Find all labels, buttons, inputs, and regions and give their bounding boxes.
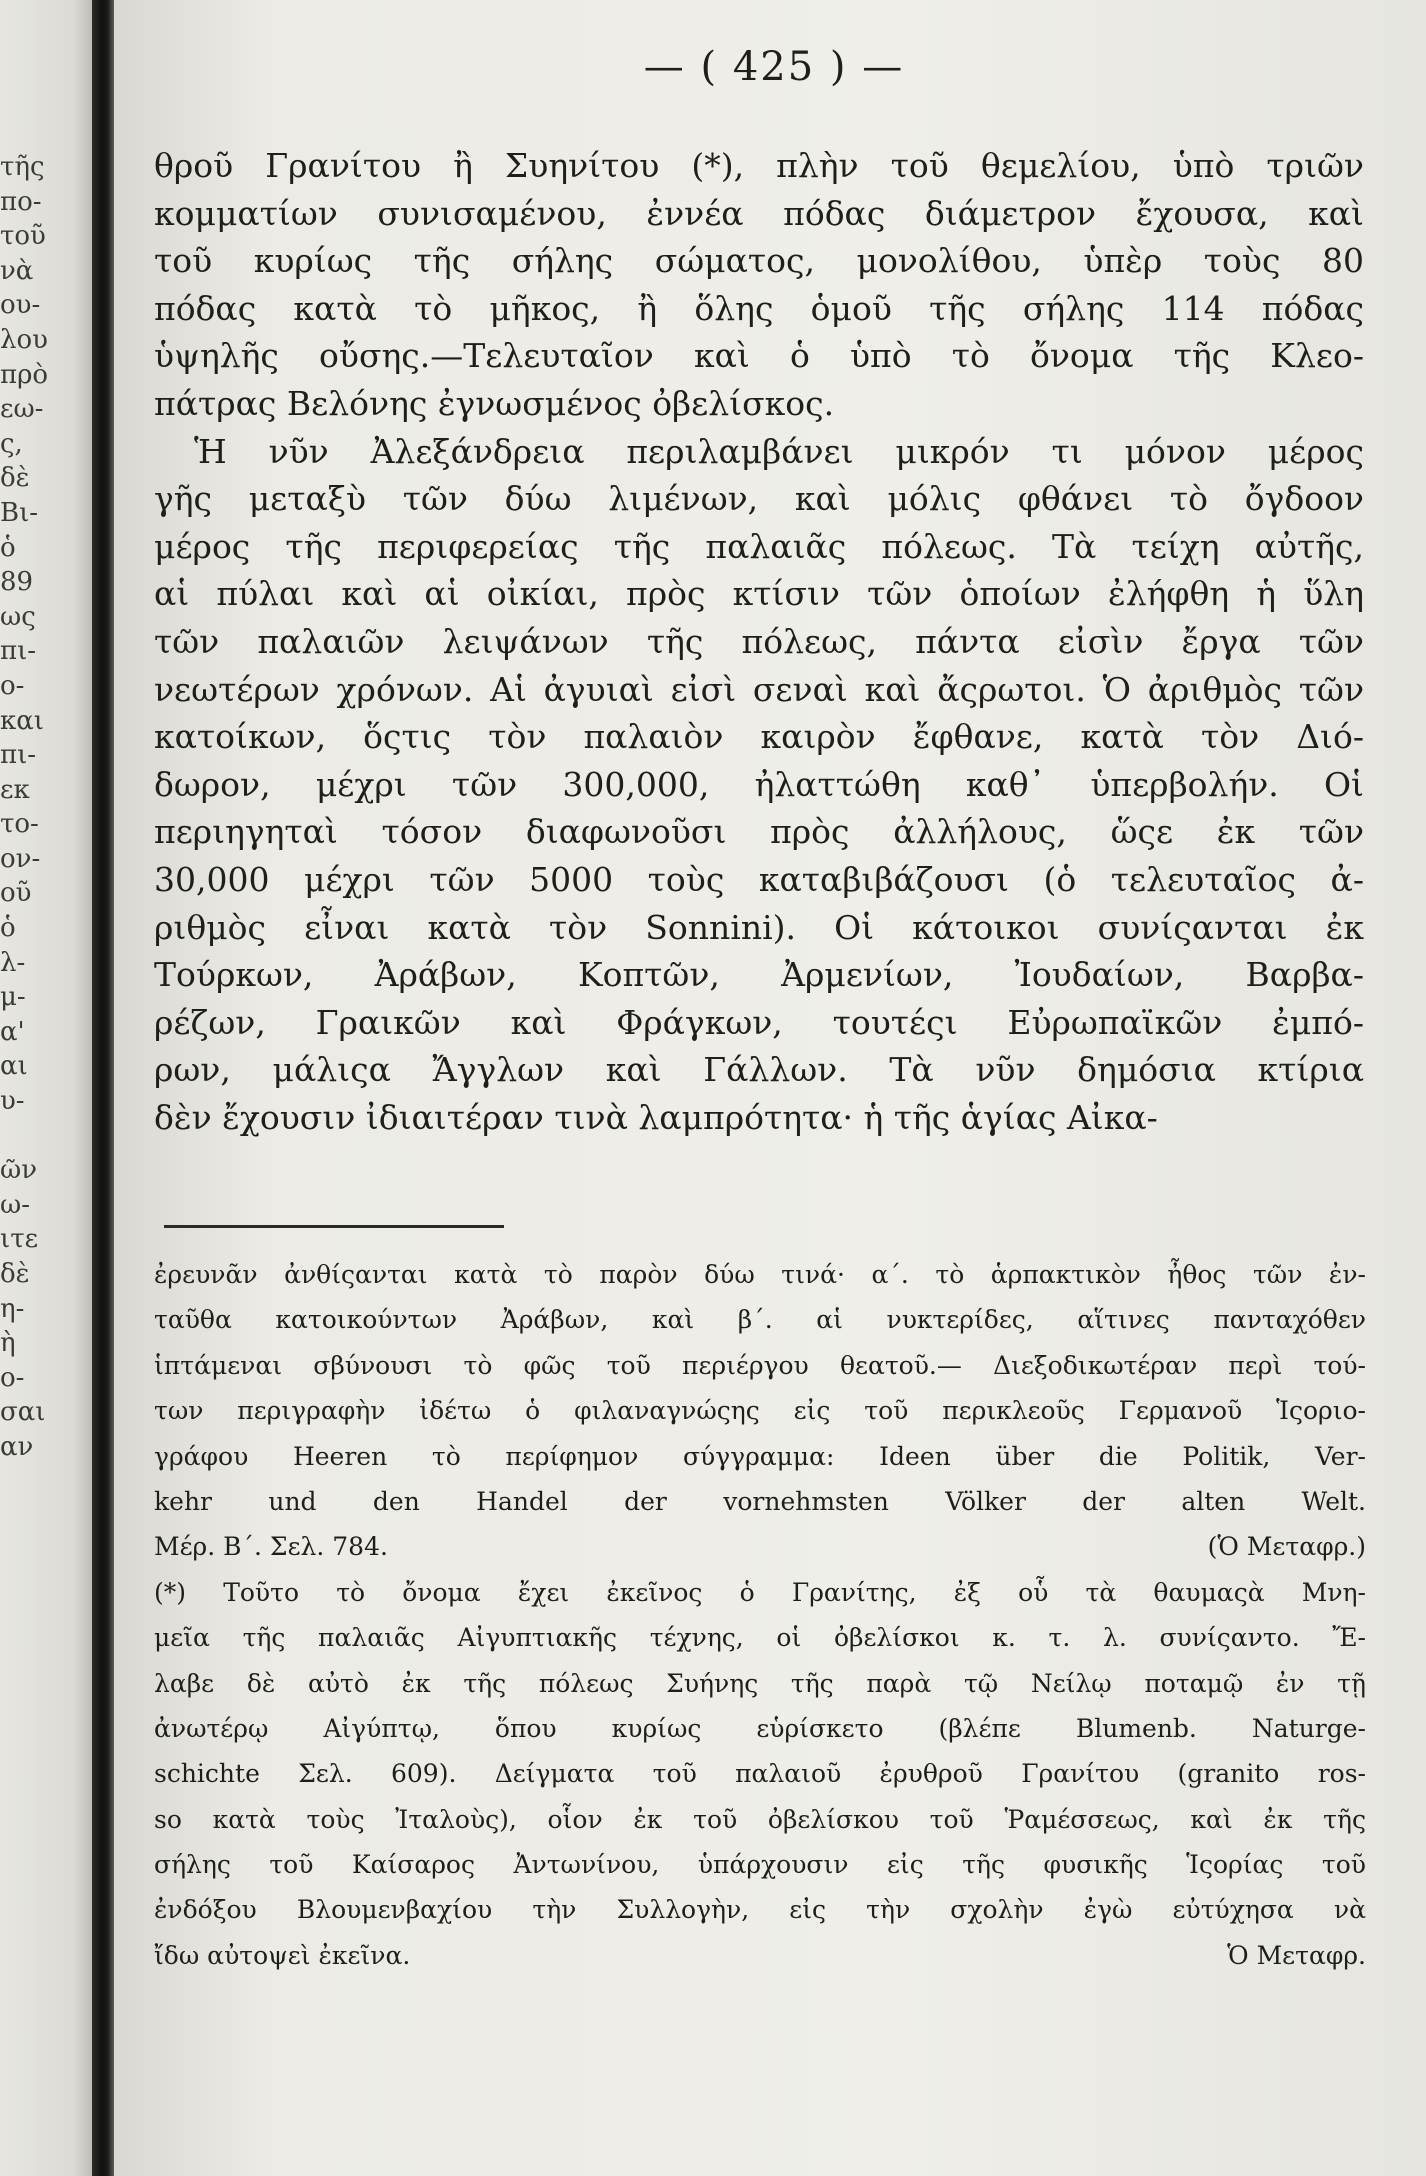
- text-line: ριθμὸς εἶναι κατὰ τὸν Sonnini). Οἱ κάτοικοι συνίςανται ἐκ: [154, 907, 1364, 947]
- text-line: κατοίκων, ὅςτις τὸν παλαιὸν καιρὸν ἔφθανε, κατὰ τὸν Διό-: [154, 717, 1364, 757]
- text-line: πόδας κατὰ τὸ μῆκος, ἢ ὅλης ὁμοῦ τῆς σήλης 114 πόδας: [154, 288, 1364, 328]
- text-line: τῶν παλαιῶν λειψάνων τῆς πόλεως, πάντα εἰσὶν ἔργα τῶν: [154, 621, 1364, 661]
- facing-page-fragment: 89: [0, 567, 34, 598]
- facing-page-fragment: λ-: [0, 947, 26, 978]
- footnote-line: kehr und den Handel der vornehmsten Völker der alten Welt.: [154, 1486, 1366, 1516]
- facing-page-fragment: ῶν: [0, 1155, 38, 1186]
- text-line: μέρος τῆς περιφερείας τῆς παλαιᾶς πόλεως. Τὰ τείχη αὐτῆς,: [154, 526, 1364, 566]
- footnote-line: σήλης τοῦ Καίσαρος Ἀντωνίνου, ὑπάρχουσιν εἰς τῆς φυσικῆς Ἱςορίας τοῦ: [154, 1850, 1366, 1880]
- facing-page-fragment: νὰ: [0, 255, 34, 286]
- text-line: γῆς μεταξὺ τῶν δύω λιμένων, καὶ μόλις φθάνει τὸ ὄγδοον: [154, 479, 1364, 519]
- footnote-reference-line: [154, 1524, 1366, 1569]
- facing-page-fragment: ως: [0, 601, 36, 632]
- text-line: περιηγηταὶ τόσον διαφωνοῦσι πρὸς ἀλλήλους, ὥςε ἐκ τῶν: [154, 812, 1364, 852]
- facing-page-fragment: πρὸ: [0, 359, 49, 390]
- facing-page-fragment: αι: [0, 1051, 28, 1082]
- text-line: δὲν ἔχουσιν ἰδιαιτέραν τινὰ λαμπρότητα· ἡ τῆς ἁγίας Αἰκα-: [154, 1097, 1158, 1137]
- footnote-line: schichte Σελ. 609). Δείγματα τοῦ παλαιοῦ ἐρυθροῦ Γρανίτου (granito ros-: [154, 1759, 1366, 1789]
- facing-page-fragment: [0, 1119, 60, 1154]
- footnote-line: (*) Τοῦτο τὸ ὄνομα ἔχει ἐκεῖνος ὁ Γρανίτης, ἐξ οὗ τὰ θαυμαςὰ Μνη-: [154, 1577, 1366, 1607]
- footnote-line: γράφου Heeren τὸ περίφημον σύγγραμμα: Ideen über die Politik, Ver-: [154, 1441, 1366, 1471]
- footnote-line: ταῦθα κατοικούντων Ἀράβων, καὶ β΄. αἱ νυκτερίδες, αἵτινες πανταχόθεν: [154, 1305, 1366, 1335]
- facing-page-fragment: ὁ: [0, 532, 16, 563]
- page-number: — ( 425 ) —: [643, 44, 905, 90]
- facing-page-fragment: τοῦ: [0, 221, 46, 252]
- text-line: κομματίων συνισαμένου, ἐννέα πόδας διάμετρον ἔχουσα, καὶ: [154, 193, 1364, 233]
- text-line: δωρον, μέχρι τῶν 300,000, ἠλαττώθη καθ᾽ ὑπερβολήν. Οἱ: [154, 764, 1364, 804]
- footnote-end-line: [154, 1933, 1366, 1978]
- facing-page-fragment: σαι: [0, 1397, 46, 1428]
- facing-page-fragment: εκ: [0, 774, 30, 805]
- footnotes: [154, 1252, 1366, 1978]
- translator-signature: Ὁ Μεταφρ.: [1227, 1940, 1366, 1970]
- facing-page-fragment: πι-: [0, 740, 37, 771]
- text-line: ρέζων, Γραικῶν καὶ Φράγκων, τουτέςι Εὐρωπαϊκῶν ἐμπό-: [154, 1002, 1364, 1042]
- text-line: νεωτέρων χρόνων. Αἱ ἀγυιαὶ εἰσὶ σεναὶ καὶ ἄςρωτοι. Ὁ ἀριθμὸς τῶν: [154, 669, 1364, 709]
- text-line: 30,000 μέχρι τῶν 5000 τοὺς καταβιβάζουσι (ὁ τελευταῖος ἀ-: [154, 859, 1364, 899]
- facing-page-fragment: ο-: [0, 1362, 25, 1393]
- facing-page-fragment: ο-: [0, 670, 25, 701]
- facing-page-fragment: οῦ: [0, 878, 32, 909]
- facing-page-fragment: ω-: [0, 1189, 30, 1220]
- facing-page-margin-text: [0, 150, 60, 1465]
- book-page: [114, 0, 1426, 2176]
- footnote-line: μεῖα τῆς παλαιᾶς Αἰγυπτιακῆς τέχνης, οἱ ὀβελίσκοι κ. τ. λ. συνίςαντο. Ἔ-: [154, 1623, 1366, 1653]
- facing-page-fragment: πο-: [0, 186, 42, 217]
- facing-page-fragment: δὲ: [0, 1259, 30, 1289]
- facing-page-fragment: υ-: [0, 1086, 25, 1117]
- facing-page-fragment: ς,: [0, 428, 23, 459]
- facing-page-fragment: α': [0, 1016, 25, 1047]
- text-line: τοῦ κυρίως τῆς σήλης σώματος, μονολίθου, ὑπὲρ τοὺς 80: [154, 241, 1364, 281]
- footnote-reference: Μέρ. Β΄. Σελ. 784.: [154, 1532, 388, 1562]
- facing-page-fragment: ὴ: [0, 1328, 16, 1359]
- text-line: θροῦ Γρανίτου ἢ Συηνίτου (*), πλὴν τοῦ θεμελίου, ὑπὸ τριῶν: [154, 146, 1364, 185]
- facing-page-fragment: και: [0, 705, 45, 736]
- text-line: ρων, μάλιςα Ἄγγλων καὶ Γάλλων. Τὰ νῦν δημόσια κτίρια: [154, 1050, 1364, 1090]
- text-line: αἱ πύλαι καὶ αἱ οἰκίαι, πρὸς κτίσιν τῶν ὁποίων ἐλήφθη ἡ ὕλη: [154, 574, 1364, 614]
- facing-page-edge: [0, 0, 92, 2176]
- facing-page-fragment: τῆς: [0, 152, 45, 182]
- footnote-line: ἐνδόξου Βλουμενβαχίου τὴν Συλλογὴν, εἰς τὴν σχολὴν ἐγὼ εὐτύχησα νὰ: [154, 1895, 1366, 1925]
- footnote-separator-rule: [164, 1225, 504, 1228]
- footnote-line: ἀνωτέρῳ Αἰγύπτῳ, ὅπου κυρίως εὑρίσκετο (βλέπε Blumenb. Naturge-: [154, 1713, 1366, 1743]
- facing-page-fragment: Βι-: [0, 497, 39, 528]
- footnote-line: λαβε δὲ αὐτὸ ἐκ τῆς πόλεως Συήνης τῆς παρὰ τῷ Νείλῳ ποταμῷ ἐν τῇ: [154, 1668, 1366, 1698]
- facing-page-fragment: μ-: [0, 982, 26, 1013]
- text-line: πάτρας Βελόνης ἐγνωσμένος ὀβελίσκος.: [154, 383, 835, 423]
- facing-page-fragment: πι-: [0, 636, 37, 667]
- facing-page-fragment: ιτε: [0, 1224, 39, 1255]
- facing-page-fragment: λου: [0, 324, 48, 355]
- facing-page-fragment: ὁ: [0, 913, 16, 944]
- facing-page-fragment: η-: [0, 1293, 25, 1324]
- facing-page-fragment: δὲ: [0, 463, 30, 494]
- main-text: [154, 142, 1364, 1141]
- book-gutter: [92, 0, 114, 2176]
- text-line: ὑψηλῆς οὔσης.—Τελευταῖον καὶ ὁ ὑπὸ τὸ ὄνομα τῆς Κλεο-: [154, 336, 1364, 376]
- text-line: Τούρκων, Ἀράβων, Κοπτῶν, Ἀρμενίων, Ἰουδαίων, Βαρβα-: [154, 955, 1364, 995]
- footnote-line: ἱπτάμεναι σβύνουσι τὸ φῶς τοῦ περιέργου θεατοῦ.— Διεξοδικωτέραν περὶ τού-: [154, 1350, 1366, 1380]
- facing-page-fragment: εω-: [0, 394, 44, 425]
- facing-page-fragment: αν: [0, 1431, 34, 1462]
- translator-note: (Ὁ Μεταφρ.): [1207, 1532, 1366, 1562]
- facing-page-fragment: το-: [0, 809, 39, 840]
- footnote-end-text: ἴδω αὐτοψεὶ ἐκεῖνα.: [154, 1940, 411, 1970]
- text-line: Ἡ νῦν Ἀλεξάνδρεια περιλαμβάνει μικρόν τι μόνον μέρος: [194, 431, 1364, 471]
- footnote-line: ἐρευνᾶν ἀνθίςανται κατὰ τὸ παρὸν δύω τινά· α΄. τὸ ἁρπακτικὸν ἦθος τῶν ἐν-: [154, 1260, 1366, 1289]
- facing-page-fragment: ον-: [0, 843, 41, 874]
- footnote-line: so κατὰ τοὺς Ἰταλοὺς), οἷον ἐκ τοῦ ὀβελίσκου τοῦ Ῥαμέσσεως, καὶ ἐκ τῆς: [154, 1804, 1366, 1834]
- footnote-line: των περιγραφὴν ἰδέτω ὁ φιλαναγνώςης εἰς τοῦ περικλεοῦς Γερμανοῦ Ἱςοριο-: [154, 1396, 1366, 1426]
- facing-page-fragment: ου-: [0, 290, 41, 321]
